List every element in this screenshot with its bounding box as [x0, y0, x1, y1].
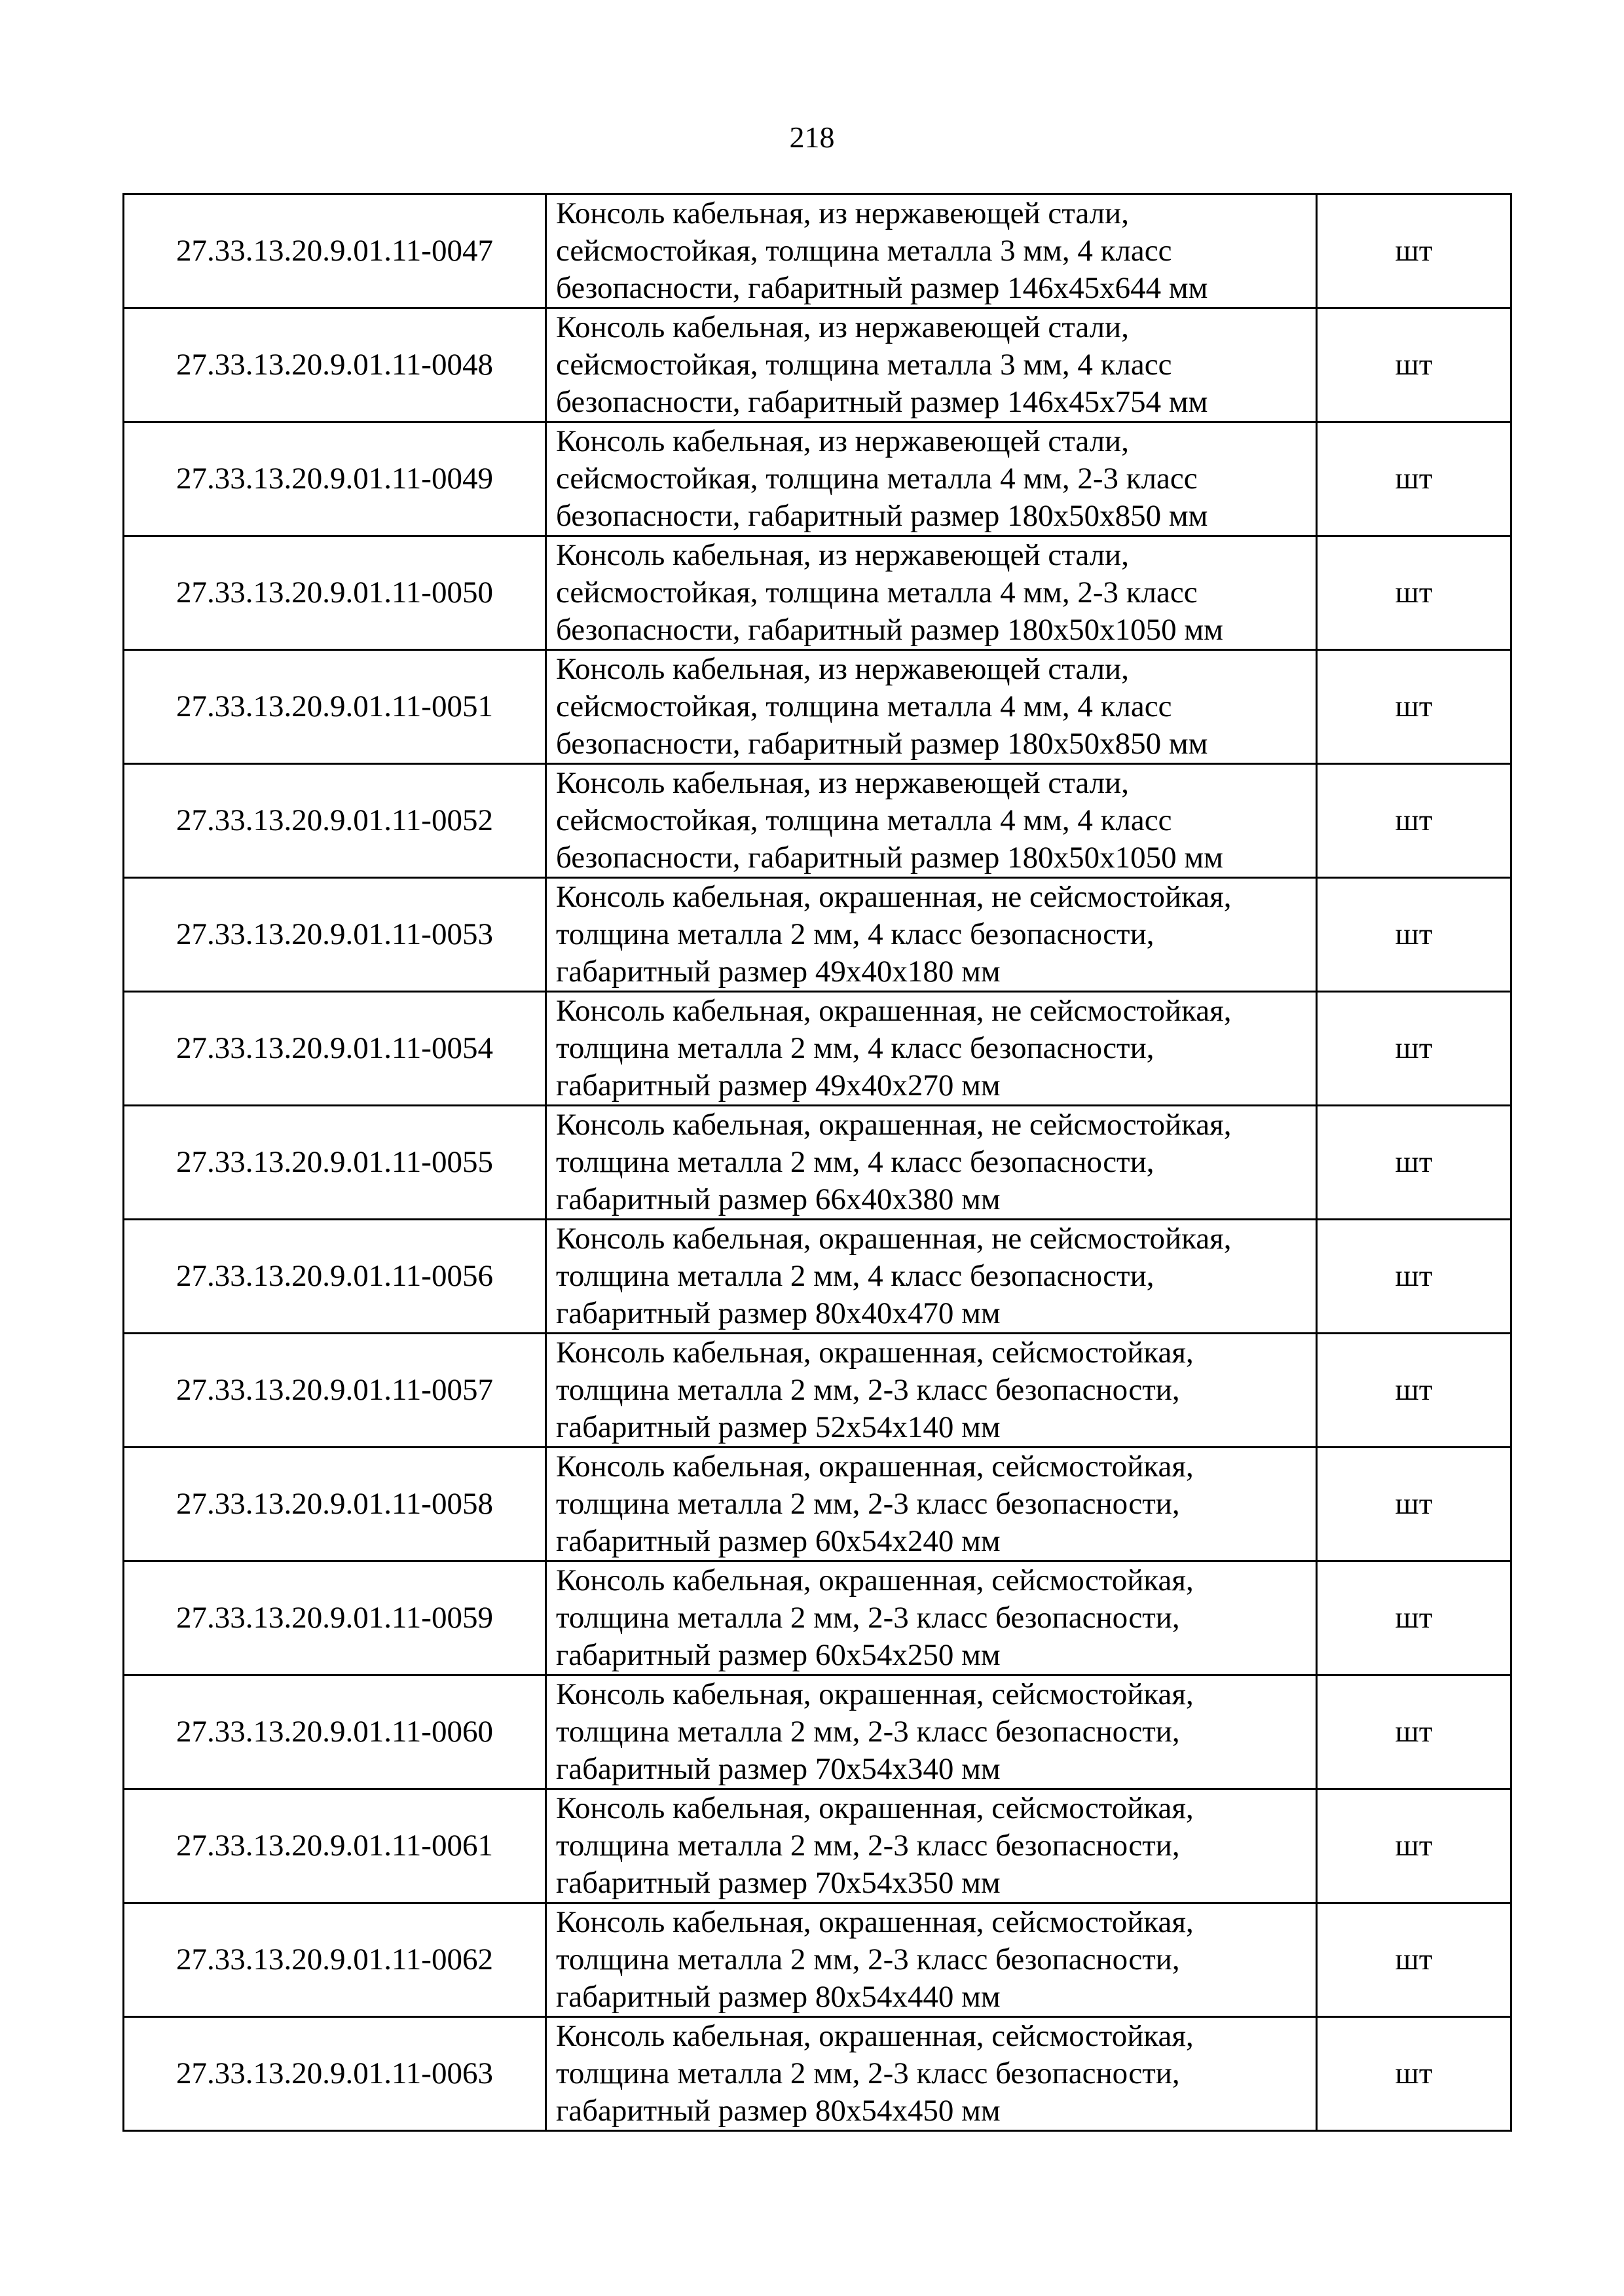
item-code: 27.33.13.20.9.01.11-0058	[124, 1448, 546, 1561]
table-row	[124, 194, 1511, 308]
item-description: Консоль кабельная, из нержавеющей стали, сейсмостойкая, толщина металла 3 мм, 4 класс безопасности, габаритный размер 146х45х754 мм	[546, 308, 1317, 422]
item-unit: шт	[1317, 1220, 1511, 1334]
table-row	[124, 1334, 1511, 1448]
item-unit: шт	[1317, 1561, 1511, 1675]
item-unit: шт	[1317, 764, 1511, 878]
table-row	[124, 878, 1511, 992]
item-unit: шт	[1317, 536, 1511, 650]
item-unit: шт	[1317, 1675, 1511, 1789]
table-row	[124, 1903, 1511, 2017]
item-unit: шт	[1317, 2017, 1511, 2131]
item-description: Консоль кабельная, окрашенная, сейсмостойкая, толщина металла 2 мм, 2-3 класс безопасности, габаритный размер 60х54х250 мм	[546, 1561, 1317, 1675]
table-row	[124, 2017, 1511, 2131]
item-unit: шт	[1317, 1334, 1511, 1448]
item-code: 27.33.13.20.9.01.11-0050	[124, 536, 546, 650]
item-code: 27.33.13.20.9.01.11-0063	[124, 2017, 546, 2131]
table-row	[124, 1448, 1511, 1561]
item-description: Консоль кабельная, из нержавеющей стали, сейсмостойкая, толщина металла 4 мм, 2-3 класс безопасности, габаритный размер 180х50х1050 мм	[546, 536, 1317, 650]
item-description: Консоль кабельная, окрашенная, не сейсмостойкая, толщина металла 2 мм, 4 класс безопасности, габаритный размер 49х40х180 мм	[546, 878, 1317, 992]
item-unit: шт	[1317, 308, 1511, 422]
item-description: Консоль кабельная, окрашенная, сейсмостойкая, толщина металла 2 мм, 2-3 класс безопасности, габаритный размер 70х54х340 мм	[546, 1675, 1317, 1789]
item-unit: шт	[1317, 878, 1511, 992]
item-code: 27.33.13.20.9.01.11-0052	[124, 764, 546, 878]
item-description: Консоль кабельная, из нержавеющей стали, сейсмостойкая, толщина металла 4 мм, 4 класс безопасности, габаритный размер 180х50х1050 мм	[546, 764, 1317, 878]
item-code: 27.33.13.20.9.01.11-0051	[124, 650, 546, 764]
item-code: 27.33.13.20.9.01.11-0060	[124, 1675, 546, 1789]
item-description: Консоль кабельная, окрашенная, сейсмостойкая, толщина металла 2 мм, 2-3 класс безопасности, габаритный размер 70х54х350 мм	[546, 1789, 1317, 1903]
item-unit: шт	[1317, 650, 1511, 764]
item-unit: шт	[1317, 194, 1511, 308]
table-row	[124, 1789, 1511, 1903]
item-code: 27.33.13.20.9.01.11-0049	[124, 422, 546, 536]
item-code: 27.33.13.20.9.01.11-0056	[124, 1220, 546, 1334]
item-unit: шт	[1317, 1789, 1511, 1903]
table-row	[124, 1106, 1511, 1220]
item-description: Консоль кабельная, из нержавеющей стали, сейсмостойкая, толщина металла 3 мм, 4 класс безопасности, габаритный размер 146х45х644 мм	[546, 194, 1317, 308]
item-code: 27.33.13.20.9.01.11-0061	[124, 1789, 546, 1903]
table-row	[124, 1675, 1511, 1789]
table-row	[124, 422, 1511, 536]
item-unit: шт	[1317, 422, 1511, 536]
item-description: Консоль кабельная, окрашенная, не сейсмостойкая, толщина металла 2 мм, 4 класс безопасности, габаритный размер 80х40х470 мм	[546, 1220, 1317, 1334]
catalog-table	[122, 193, 1512, 2132]
item-description: Консоль кабельная, окрашенная, не сейсмостойкая, толщина металла 2 мм, 4 класс безопасности, габаритный размер 49х40х270 мм	[546, 992, 1317, 1106]
item-unit: шт	[1317, 1106, 1511, 1220]
item-code: 27.33.13.20.9.01.11-0053	[124, 878, 546, 992]
item-description: Консоль кабельная, окрашенная, не сейсмостойкая, толщина металла 2 мм, 4 класс безопасности, габаритный размер 66х40х380 мм	[546, 1106, 1317, 1220]
table-row	[124, 650, 1511, 764]
item-code: 27.33.13.20.9.01.11-0057	[124, 1334, 546, 1448]
item-code: 27.33.13.20.9.01.11-0062	[124, 1903, 546, 2017]
item-description: Консоль кабельная, из нержавеющей стали, сейсмостойкая, толщина металла 4 мм, 2-3 класс безопасности, габаритный размер 180х50х850 мм	[546, 422, 1317, 536]
table-row	[124, 1220, 1511, 1334]
item-code: 27.33.13.20.9.01.11-0048	[124, 308, 546, 422]
table-row	[124, 764, 1511, 878]
table-row	[124, 992, 1511, 1106]
item-code: 27.33.13.20.9.01.11-0054	[124, 992, 546, 1106]
table-row	[124, 308, 1511, 422]
table-row	[124, 536, 1511, 650]
item-unit: шт	[1317, 992, 1511, 1106]
item-description: Консоль кабельная, окрашенная, сейсмостойкая, толщина металла 2 мм, 2-3 класс безопасности, габаритный размер 80х54х440 мм	[546, 1903, 1317, 2017]
item-unit: шт	[1317, 1903, 1511, 2017]
item-description: Консоль кабельная, окрашенная, сейсмостойкая, толщина металла 2 мм, 2-3 класс безопасности, габаритный размер 52х54х140 мм	[546, 1334, 1317, 1448]
item-unit: шт	[1317, 1448, 1511, 1561]
item-description: Консоль кабельная, из нержавеющей стали, сейсмостойкая, толщина металла 4 мм, 4 класс безопасности, габаритный размер 180х50х850 мм	[546, 650, 1317, 764]
table-row	[124, 1561, 1511, 1675]
item-description: Консоль кабельная, окрашенная, сейсмостойкая, толщина металла 2 мм, 2-3 класс безопасности, габаритный размер 60х54х240 мм	[546, 1448, 1317, 1561]
page-number: 218	[789, 120, 835, 154]
item-description: Консоль кабельная, окрашенная, сейсмостойкая, толщина металла 2 мм, 2-3 класс безопасности, габаритный размер 80х54х450 мм	[546, 2017, 1317, 2131]
item-code: 27.33.13.20.9.01.11-0055	[124, 1106, 546, 1220]
item-code: 27.33.13.20.9.01.11-0047	[124, 194, 546, 308]
item-code: 27.33.13.20.9.01.11-0059	[124, 1561, 546, 1675]
